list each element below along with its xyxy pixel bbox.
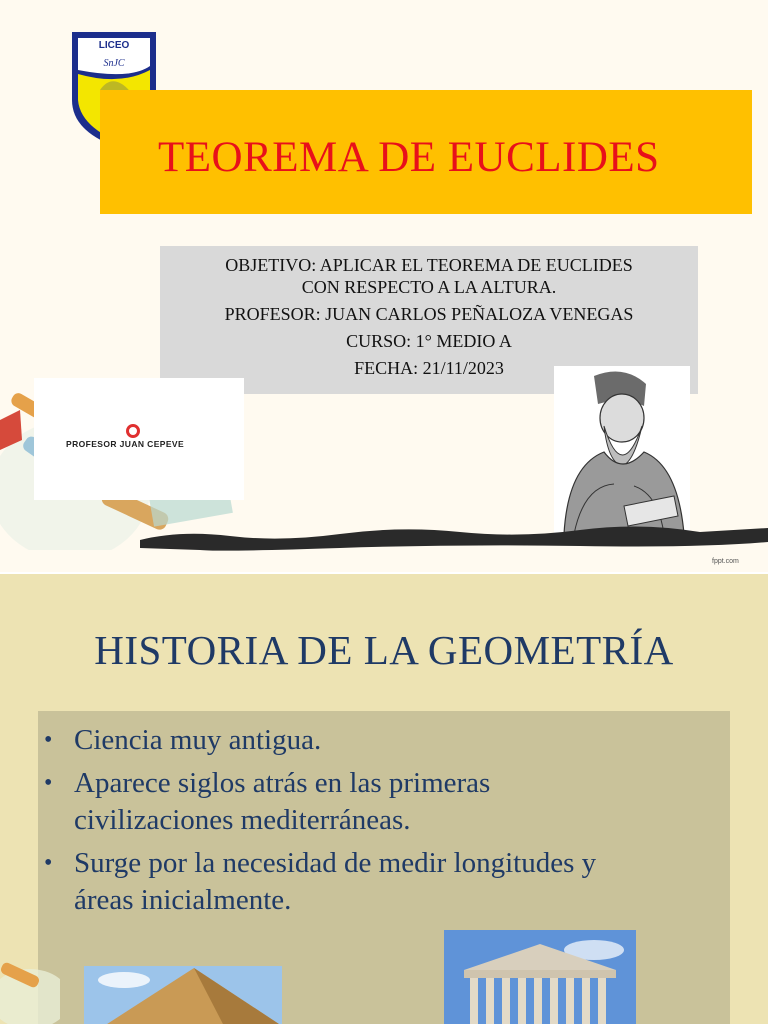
professor-line: PROFESOR: JUAN CARLOS PEÑALOZA VENEGAS (224, 304, 634, 324)
logo-name: LICEO (98, 40, 130, 51)
list-item (38, 722, 718, 759)
bullet-text-continued: civilizaciones mediterráneas. (74, 804, 411, 836)
date-line: FECHA: 21/11/2023 (354, 358, 504, 378)
bullet-list (38, 722, 718, 925)
brand-logo-icon (126, 424, 140, 438)
bullet-text-continued: áreas inicialmente. (74, 884, 292, 916)
bullet-icon: • (44, 727, 53, 753)
slide-title: TEOREMA DE EUCLIDES (158, 134, 660, 181)
euclid-portrait-image (554, 366, 690, 534)
template-credit: fppt.com (712, 558, 739, 565)
list-item (38, 845, 718, 919)
parthenon-image (444, 930, 636, 1024)
bullet-icon: • (44, 850, 53, 876)
objective-line-1: OBJETIVO: APLICAR EL TEOREMA DE EUCLIDES (225, 255, 633, 275)
objective-line-2: CON RESPECTO A LA ALTURA. (301, 277, 557, 297)
bullet-icon: • (44, 770, 53, 796)
brand-label: PROFESOR JUAN CEPEVE (66, 439, 185, 449)
slide-2 (0, 574, 768, 1024)
list-item (38, 765, 718, 839)
brush-stroke-decoration (140, 520, 768, 554)
course-line: CURSO: 1° MEDIO A (346, 331, 512, 351)
logo-monogram: SnJC (103, 58, 125, 69)
crayons-decoration (0, 959, 60, 1024)
bullet-text: Aparece siglos atrás en las primeras (74, 767, 491, 799)
pyramid-image (84, 966, 282, 1024)
bullet-text: Ciencia muy antigua. (74, 724, 322, 756)
bullet-text: Surge por la necesidad de medir longitudes y (74, 847, 597, 879)
slide-2-title: HISTORIA DE LA GEOMETRÍA (94, 627, 674, 673)
